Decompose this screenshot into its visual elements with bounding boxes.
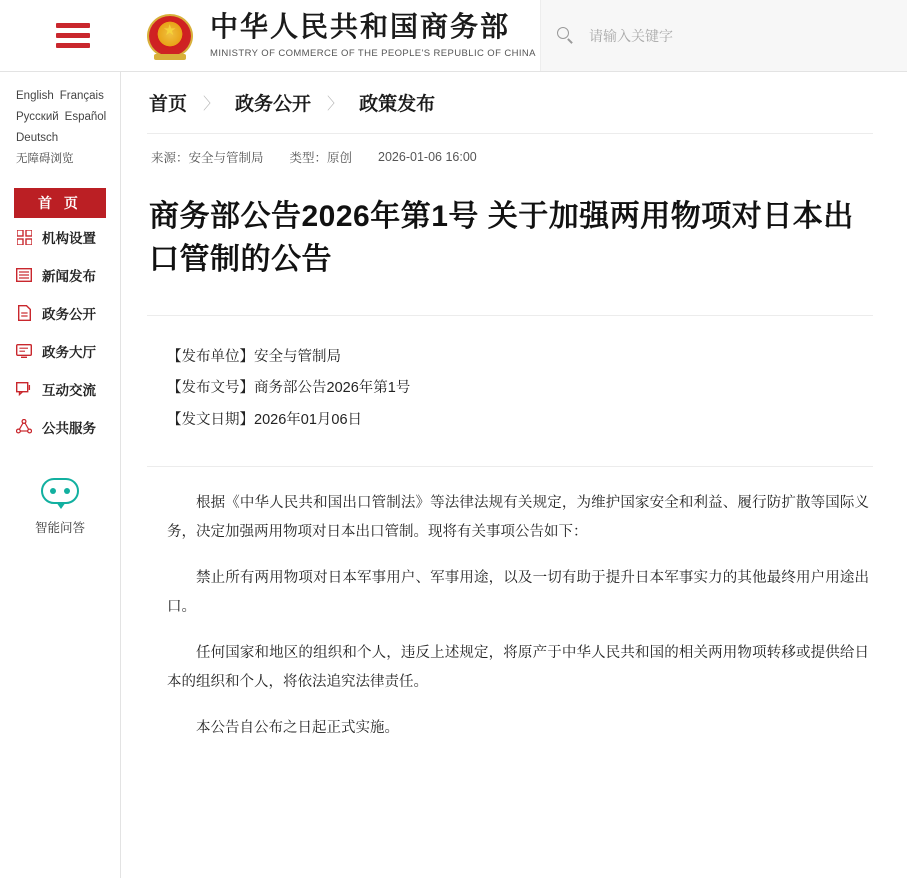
hamburger-bar bbox=[56, 23, 90, 28]
chevron-right-icon: 〉 bbox=[203, 96, 220, 113]
article-paragraph: 禁止所有两用物项对日本军事用户、军事用途，以及一切有助于提升日本军事实力的其他最终用户用途出口。 bbox=[167, 569, 869, 615]
breadcrumb-item-disclosure[interactable]: 政务公开 bbox=[235, 94, 312, 115]
sidebar-item-organization[interactable] bbox=[0, 218, 120, 256]
doc-info-unit: 【发布单位】安全与管制局 bbox=[167, 349, 341, 366]
sidebar-item-label: 政务公开 bbox=[42, 307, 96, 322]
main-content bbox=[121, 72, 907, 878]
search-icon-handle bbox=[567, 38, 572, 43]
lang-deutsch[interactable]: Deutsch bbox=[16, 132, 59, 144]
site-header bbox=[0, 0, 907, 72]
sidebar-item-label: 政务大厅 bbox=[42, 345, 96, 360]
search-bar[interactable] bbox=[540, 0, 907, 71]
sidebar-item-home[interactable]: 首 页 bbox=[14, 188, 106, 218]
breadcrumb-item-home[interactable]: 首页 bbox=[149, 94, 188, 115]
smart-assistant[interactable] bbox=[0, 478, 120, 536]
sidebar-item-label: 公共服务 bbox=[42, 421, 96, 436]
sidebar bbox=[0, 72, 121, 878]
chevron-right-icon: 〉 bbox=[327, 96, 344, 113]
emblem-base bbox=[154, 54, 186, 60]
accessibility-link[interactable]: 无障碍浏览 bbox=[16, 153, 74, 165]
emblem-star: ★ bbox=[163, 21, 177, 39]
meta-datetime: 2026-01-06 16:00 bbox=[378, 150, 477, 164]
sidebar-item-label: 新闻发布 bbox=[42, 269, 96, 284]
language-row bbox=[16, 128, 110, 149]
robot-eye-right bbox=[64, 488, 70, 494]
document-icon bbox=[14, 304, 34, 322]
site-title-cn: 中华人民共和国商务部 bbox=[210, 11, 511, 43]
lang-espanol[interactable]: Español bbox=[64, 111, 107, 123]
breadcrumb-item-policy-release[interactable]: 政策发布 bbox=[359, 94, 436, 115]
sidebar-nav bbox=[0, 188, 120, 446]
sidebar-item-label: 互动交流 bbox=[42, 383, 96, 398]
lang-english[interactable]: English bbox=[16, 90, 54, 102]
hamburger-bar bbox=[56, 33, 90, 38]
search-icon-ring bbox=[557, 27, 569, 39]
document-info bbox=[147, 316, 873, 467]
hamburger-icon[interactable] bbox=[42, 23, 104, 48]
monitor-icon bbox=[14, 342, 34, 360]
sidebar-item-interaction[interactable] bbox=[0, 370, 120, 408]
news-icon bbox=[14, 266, 34, 284]
search-input[interactable] bbox=[587, 27, 867, 45]
national-emblem-icon bbox=[144, 10, 196, 62]
lang-francais[interactable]: Français bbox=[59, 90, 104, 102]
sidebar-item-label: 机构设置 bbox=[42, 231, 96, 246]
page-body bbox=[0, 72, 907, 878]
grid-icon bbox=[14, 228, 34, 246]
share-icon bbox=[14, 418, 34, 436]
hamburger-bar bbox=[56, 43, 90, 48]
doc-info-date: 【发文日期】2026年01月06日 bbox=[167, 411, 363, 428]
language-row bbox=[16, 86, 110, 107]
doc-info-number: 【发布文号】商务部公告2026年第1号 bbox=[167, 380, 411, 397]
sidebar-item-news[interactable] bbox=[0, 256, 120, 294]
language-row bbox=[16, 107, 110, 128]
article-meta bbox=[147, 134, 873, 180]
site-title-en: MINISTRY OF COMMERCE OF THE PEOPLE'S REPUBLIC OF CHINA bbox=[210, 47, 536, 59]
sidebar-item-government-disclosure[interactable] bbox=[0, 294, 120, 332]
breadcrumb bbox=[147, 72, 873, 134]
lang-russian[interactable]: Русский bbox=[16, 111, 59, 123]
article-paragraph: 任何国家和地区的组织和个人，违反上述规定，将原产于中华人民共和国的相关两用物项转移或提供给日本的组织和个人，将依法追究法律责任。 bbox=[167, 644, 869, 690]
robot-chat-icon bbox=[41, 478, 79, 504]
article-paragraph: 本公告自公布之日起正式实施。 bbox=[196, 719, 399, 736]
sidebar-item-service-hall[interactable] bbox=[0, 332, 120, 370]
chat-icon bbox=[14, 380, 34, 398]
search-icon[interactable] bbox=[557, 27, 575, 45]
meta-type: 类型：原创 bbox=[289, 151, 353, 165]
site-title-block bbox=[210, 12, 536, 59]
language-row bbox=[16, 149, 110, 170]
article-paragraph: 根据《中华人民共和国出口管制法》等法律法规有关规定，为维护国家安全和利益、履行防扩散等国际义务，决定加强两用物项对日本出口管制。现将有关事项公告如下： bbox=[167, 494, 869, 540]
robot-eye-left bbox=[50, 488, 56, 494]
sidebar-item-public-service[interactable] bbox=[0, 408, 120, 446]
page-title: 商务部公告2026年第1号 关于加强两用物项对日本出口管制的公告 bbox=[147, 196, 873, 316]
smart-assistant-label: 智能问答 bbox=[34, 521, 85, 535]
article-body bbox=[147, 467, 873, 743]
language-switcher bbox=[0, 86, 120, 170]
meta-source: 来源：安全与管制局 bbox=[151, 151, 264, 165]
